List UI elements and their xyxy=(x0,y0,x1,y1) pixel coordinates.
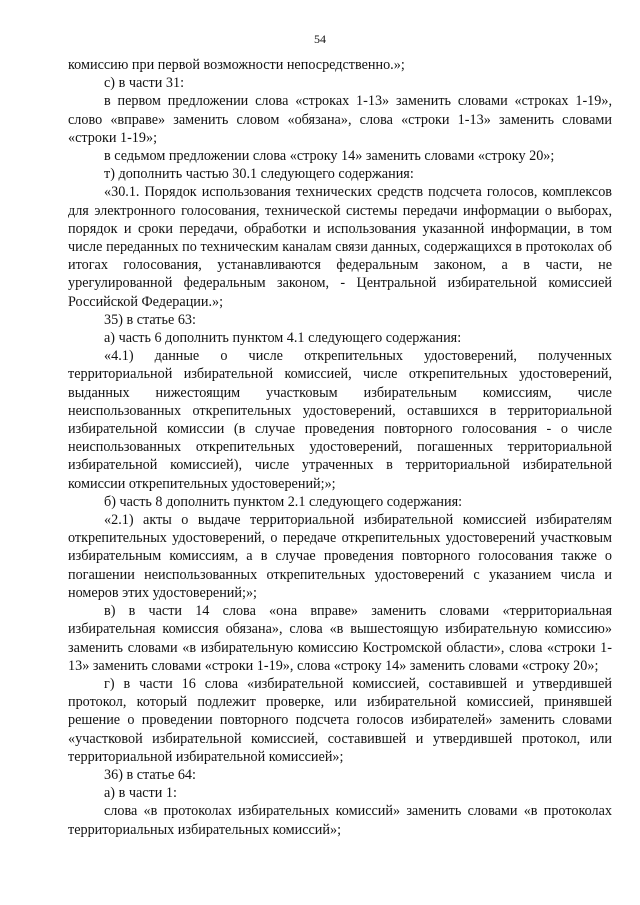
paragraph: а) в части 1: xyxy=(104,785,177,802)
paragraph: слова «в протоколах избирательных комиссий» заменить словами «в протоколах территориальных избирательных комиссий»; xyxy=(68,803,612,838)
paragraph: с) в части 31: xyxy=(104,75,185,92)
paragraph: 36) в статье 64: xyxy=(104,766,196,783)
paragraph: в) в части 14 слова «она вправе» заменить словами «территориальная избирательная комиссия обязана», слова «в вышестоящую избирательную комиссию» заменить словами «в избирательную комиссию Костромской области», слова «строки 1-13» заменить словами «строки 1-19», слова «строку 14» заменить словами «строку 20»; xyxy=(68,603,612,674)
document-body xyxy=(68,56,612,839)
paragraph: комиссию при первой возможности непосредственно.»; xyxy=(68,57,405,73)
page-number: 54 xyxy=(314,32,326,46)
paragraph: в первом предложении слова «строках 1-13» заменить словами «строках 1-19», слово «вправе» заменить словом «обязана», слова «строки 1-13» заменить словами «строки 1-19»; xyxy=(68,93,612,146)
paragraph: «30.1. Порядок использования технических средств подсчета голосов, комплексов для электронного голосования, технической системы передачи информации о выборах, порядок и сроки передачи, обработки и использования указанной информации, в том числе переданных по техническим каналам связи данных, содержащихся в протоколах об итогах голосования, устанавливаются федеральным законом, а в части, не урегулированной федеральным законом, - Центральной избирательной комиссией Российской Федерации.»; xyxy=(68,184,612,310)
paragraph: г) в части 16 слова «избирательной комиссией, составившей и утвердившей протокол, который подлежит проверке, или избирательной комиссией, принявшей решение о проведении повторного подсчета голосов избирателей» заменить словами «участковой избирательной комиссией, составившей и утвердившей протокол, или территориальной избирательной комиссией»; xyxy=(68,675,612,765)
paragraph: «4.1) данные о числе открепительных удостоверений, полученных территориальной избирательной комиссией, числе открепительных удостоверений, выданных нижестоящим участковым избирательным комиссиям, числе неиспользованных открепительных удостоверений, оставшихся в территориальной избирательной комиссии (в случае проведения повторного голосования - о числе неиспользованных открепительных удостоверений, погашенных территориальной избирательной комиссией), числе утраченных в территориальной избирательной комиссии открепительных удостоверений;»; xyxy=(68,348,612,492)
paragraph: 35) в статье 63: xyxy=(104,311,196,328)
paragraph: т) дополнить частью 30.1 следующего содержания: xyxy=(104,166,414,183)
paragraph: «2.1) акты о выдаче территориальной избирательной комиссией избирателям открепительных удостоверений, о передаче открепительных удостоверений участковым избирательным комиссиям, а в случае проведения повторного голосования также о погашении неиспользованных открепительных удостоверений с указанием числа и номеров этих удостоверений;»; xyxy=(68,512,612,601)
paragraph: б) часть 8 дополнить пунктом 2.1 следующего содержания: xyxy=(104,493,463,510)
paragraph: в седьмом предложении слова «строку 14» заменить словами «строку 20»; xyxy=(104,148,555,165)
paragraph: а) часть 6 дополнить пунктом 4.1 следующего содержания: xyxy=(104,330,462,347)
